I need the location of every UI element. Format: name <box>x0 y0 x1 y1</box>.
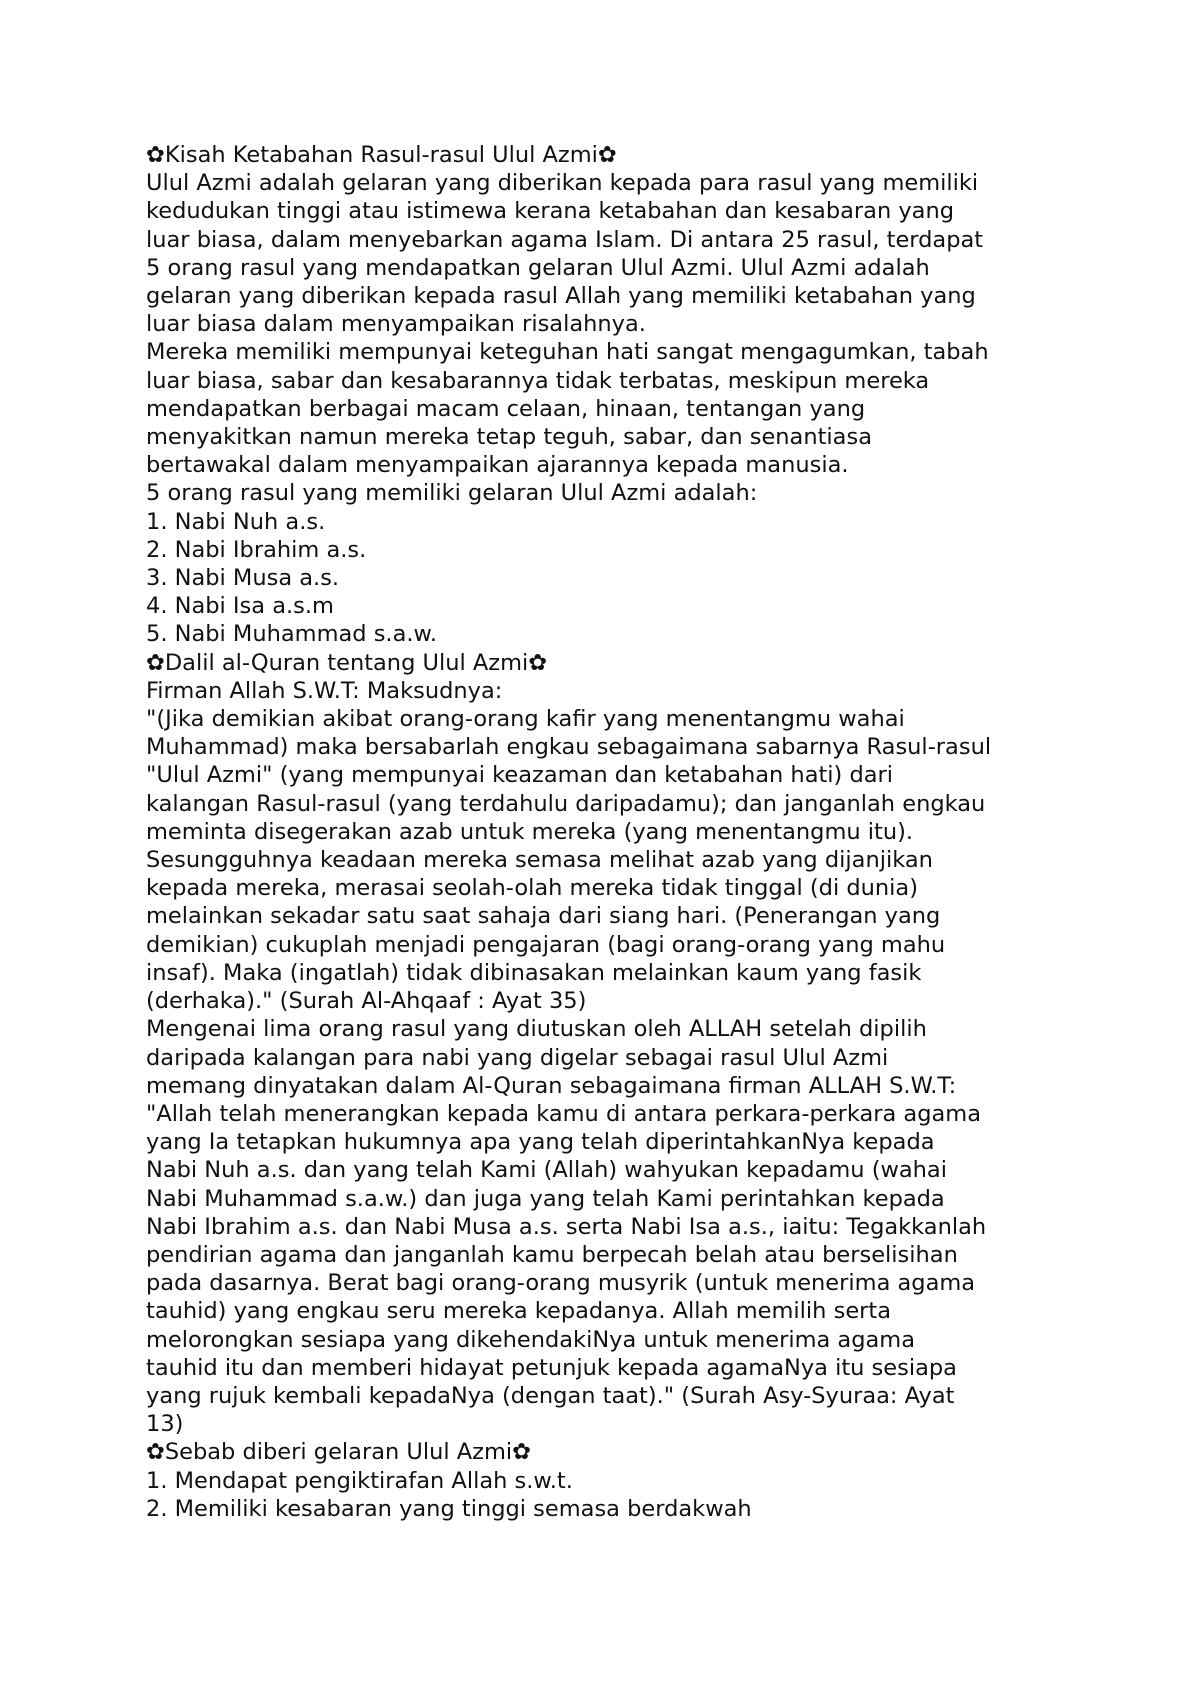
quote-line: tauhid) yang engkau seru mereka kepadanya. Allah memilih serta <box>146 1298 892 1325</box>
paragraph-line: Mengenai lima orang rasul yang diutuskan oleh ALLAH setelah dipilih <box>146 1016 927 1043</box>
paragraph-line: Firman Allah S.W.T: Maksudnya: <box>146 677 503 704</box>
list-item: 1. Nabi Nuh a.s. <box>146 508 326 535</box>
paragraph-line: kedudukan tinggi atau istimewa kerana ketabahan dan kesabaran yang <box>146 198 955 225</box>
list-item: 4. Nabi Isa a.s.m <box>146 593 334 620</box>
quote-line: pendirian agama dan janganlah kamu berpecah belah atau berselisihan <box>146 1241 958 1268</box>
quote-line: pada dasarnya. Berat bagi orang-orang musyrik (untuk menerima agama <box>146 1270 976 1297</box>
quote-line: Nabi Ibrahim a.s. dan Nabi Musa a.s. serta Nabi Isa a.s., iaitu: Tegakkanlah <box>146 1213 987 1240</box>
quote-line: kalangan Rasul-rasul (yang terdahulu daripadamu); dan janganlah engkau <box>146 790 986 817</box>
paragraph-line: mendapatkan berbagai macam celaan, hinaan, tentangan yang <box>146 395 866 422</box>
paragraph-line: daripada kalangan para nabi yang digelar sebagai rasul Ulul Azmi <box>146 1044 889 1071</box>
quote-line: melainkan sekadar satu saat sahaja dari siang hari. (Penerangan yang <box>146 903 941 930</box>
quote-line: "(Jika demikian akibat orang-orang kafir yang menentangmu wahai <box>146 706 905 733</box>
paragraph-line: luar biasa dalam menyampaikan risalahnya. <box>146 311 646 338</box>
quote-line: demikian) cukuplah menjadi pengajaran (bagi orang-orang yang mahu <box>146 931 946 958</box>
paragraph-line: 5 orang rasul yang mendapatkan gelaran Ulul Azmi. Ulul Azmi adalah <box>146 254 930 281</box>
paragraph-line: Mereka memiliki mempunyai keteguhan hati sangat mengagumkan, tabah <box>146 339 989 366</box>
quote-line: yang Ia tetapkan hukumnya apa yang telah diperintahkanNya kepada <box>146 1129 935 1156</box>
paragraph-line: luar biasa, dalam menyebarkan agama Islam. Di antara 25 rasul, terdapat <box>146 226 984 253</box>
quote-line: Nabi Muhammad s.a.w.) dan juga yang telah Kami perintahkan kepada <box>146 1185 945 1212</box>
paragraph-line: bertawakal dalam menyampaikan ajarannya kepada manusia. <box>146 452 849 479</box>
list-item: 2. Nabi Ibrahim a.s. <box>146 536 367 563</box>
quote-line: kepada mereka, merasai seolah-olah mereka tidak tinggal (di dunia) <box>146 875 918 902</box>
quote-line: "Ulul Azmi" (yang mempunyai keazaman dan ketabahan hati) dari <box>146 762 894 789</box>
paragraph-line: Ulul Azmi adalah gelaran yang diberikan kepada para rasul yang memiliki <box>146 170 979 197</box>
list-item: 1. Mendapat pengiktirafan Allah s.w.t. <box>146 1467 573 1494</box>
quote-line: meminta disegerakan azab untuk mereka (yang menentangmu itu). <box>146 818 914 845</box>
list-item: 3. Nabi Musa a.s. <box>146 565 340 592</box>
quote-line: Muhammad) maka bersabarlah engkau sebagaimana sabarnya Rasul-rasul <box>146 734 992 761</box>
paragraph-line: gelaran yang diberikan kepada rasul Allah yang memiliki ketabahan yang <box>146 283 976 310</box>
quote-line: 13) <box>146 1411 184 1438</box>
paragraph-line: luar biasa, sabar dan kesabarannya tidak terbatas, meskipun mereka <box>146 367 930 394</box>
list-item: 2. Memiliki kesabaran yang tinggi semasa berdakwah <box>146 1495 752 1522</box>
quote-line: yang rujuk kembali kepadaNya (dengan taat)." (Surah Asy-Syuraa: Ayat <box>146 1382 955 1409</box>
quote-line: tauhid itu dan memberi hidayat petunjuk kepada agamaNya itu sesiapa <box>146 1354 957 1381</box>
quote-line: (derhaka)." (Surah Al-Ahqaaf : Ayat 35) <box>146 988 587 1015</box>
quote-line: Sesungguhnya keadaan mereka semasa melihat azab yang dijanjikan <box>146 847 933 874</box>
section-heading-sebab: ✿Sebab diberi gelaran Ulul Azmi✿ <box>146 1439 532 1466</box>
quote-line: "Allah telah menerangkan kepada kamu di antara perkara-perkara agama <box>146 1100 981 1127</box>
list-item: 5. Nabi Muhammad s.a.w. <box>146 621 438 648</box>
paragraph-line: menyakitkan namun mereka tetap teguh, sabar, dan senantiasa <box>146 424 872 451</box>
document-body <box>146 141 1086 1523</box>
quote-line: Nabi Nuh a.s. dan yang telah Kami (Allah) wahyukan kepadamu (wahai <box>146 1157 947 1184</box>
section-heading-dalil: ✿Dalil al-Quran tentang Ulul Azmi✿ <box>146 649 548 676</box>
quote-line: melorongkan sesiapa yang dikehendakiNya untuk menerima agama <box>146 1326 915 1353</box>
paragraph-line: memang dinyatakan dalam Al-Quran sebagaimana firman ALLAH S.W.T: <box>146 1072 957 1099</box>
section-heading-kisah: ✿Kisah Ketabahan Rasul-rasul Ulul Azmi✿ <box>146 142 617 168</box>
quote-line: insaf). Maka (ingatlah) tidak dibinasakan melainkan kaum yang fasik <box>146 959 922 986</box>
list-intro-line: 5 orang rasul yang memiliki gelaran Ulul Azmi adalah: <box>146 480 758 507</box>
